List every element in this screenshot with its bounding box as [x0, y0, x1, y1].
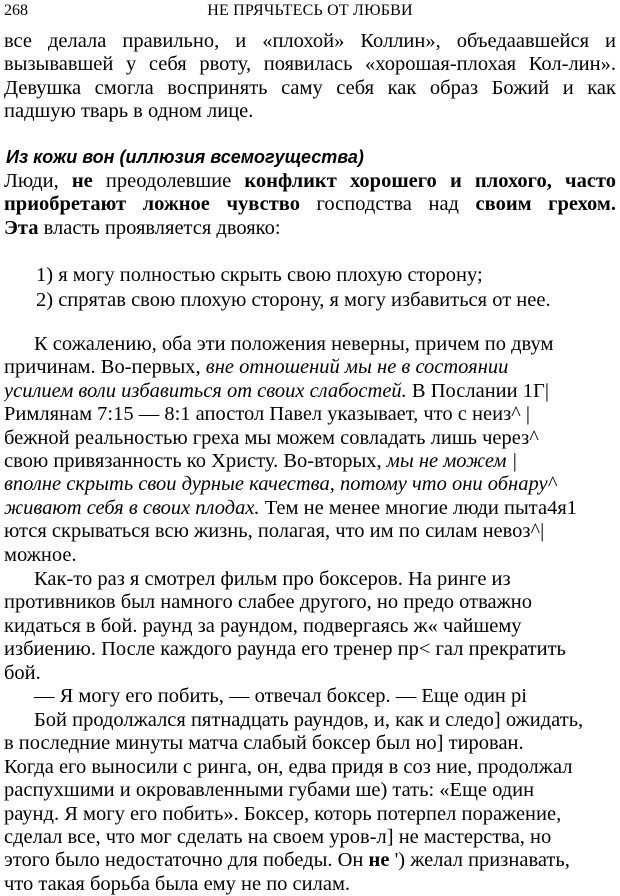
text-line: приобретают ложное чувство господства над своим грехом. — [4, 193, 616, 216]
paragraph-2 — [4, 333, 616, 567]
text-line: что такая борьба была ему не по силам. — [4, 872, 351, 895]
list-item: 2) спрятав свою плохую сторону, я могу избавиться от нее. — [36, 289, 551, 311]
text-line: Когда его выносили с ринга, он, едва придя в соз ние, продолжал — [4, 755, 573, 778]
numbered-list — [36, 263, 616, 313]
text-line: живают себя в своих плодах. Тем не менее многие люди пыта4я1 — [4, 496, 577, 519]
text-line: все делала правильно, и «плохой» Коллин», объедаавшейся и — [4, 30, 616, 52]
text-line: падшую тварь в одном лице. — [4, 100, 254, 123]
text-line: этого было недостаточно для победы. Он не ') желал признавать, — [4, 849, 570, 872]
text-line: ются скрываться всю жизнь, полагая, что им по силам невоз^| — [4, 520, 545, 543]
book-title: НЕ ПРЯЧЬТЕСЬ ОТ ЛЮБВИ — [207, 2, 413, 19]
list-item: 1) я могу полностью скрыть свою плохую сторону; — [36, 264, 483, 286]
text-line: Девушка смогла воспринять саму себя как образ Божий и как — [4, 76, 616, 99]
text-line: Бой продолжался пятнадцать раундов, и, как и следо] ожидать, — [34, 709, 584, 731]
section-heading: Из кожи вон (иллюзия всемогущества) — [6, 147, 364, 167]
text-line: распухшими и окровавленными губами ше) тать: «Еще один — [4, 779, 535, 802]
text-line: избиению. После каждого раунда его тренер пр< гал прекратить — [4, 638, 566, 661]
text-line: причинам. Во-первых, вне отношений мы не в состоянии — [4, 356, 509, 379]
paragraph-3 — [4, 568, 616, 708]
text-line: раунд. Я могу его побить». Боксер, которь потерпел поражение, — [4, 802, 562, 825]
text-line: — Я могу его побить, — отвечал боксер. — Еще один рі — [34, 684, 527, 707]
text-line: можное. — [4, 543, 77, 566]
running-header — [4, 0, 616, 22]
text-line: свою привязанность ко Христу. Во-вторых, мы не можем | — [4, 449, 518, 472]
text-line: бой. — [4, 661, 41, 684]
text-line: усилием воли избавиться от своих слабостей. В Послании 1Г| — [4, 379, 549, 402]
text-line: вполне скрыть свои дурные качества, потому что они обнару^ — [4, 473, 557, 496]
text-line: Римлянам 7:15 — 8:1 апостол Павел указывает, что с неиз^ | — [4, 403, 531, 426]
paragraph-5 — [4, 709, 616, 896]
paragraph-1 — [4, 170, 616, 240]
text-line: сделал все, что мог сделать на своем уров-л] не мастерства, но — [4, 825, 552, 848]
text-line: противников был намного слабее другого, но предо отважно — [4, 591, 532, 614]
page-number: 268 — [4, 2, 28, 19]
text-line: К сожалению, оба эти положения неверны, причем по двум — [34, 333, 554, 355]
text-line: вызывавшей у себя рвоту, появилась «хорошая-плохая Кол-лин». — [4, 53, 616, 76]
intro-paragraph — [4, 30, 616, 124]
text-line: кидаться в бой. раунд за раундом, подвергаясь ж« чайшему — [4, 614, 522, 637]
text-line: Люди, не преодолевшие конфликт хорошего и плохого, часто — [4, 170, 616, 192]
text-line: в последние минуты матча слабый боксер был но] тирован. — [4, 732, 524, 755]
text-line: бежной реальностью греха мы можем совладать лишь через^ — [4, 426, 539, 449]
text-line: Как-то раз я смотрел фильм про боксеров. На ринге из — [34, 568, 511, 590]
text-line: Эта власть проявляется двояко: — [4, 216, 281, 239]
